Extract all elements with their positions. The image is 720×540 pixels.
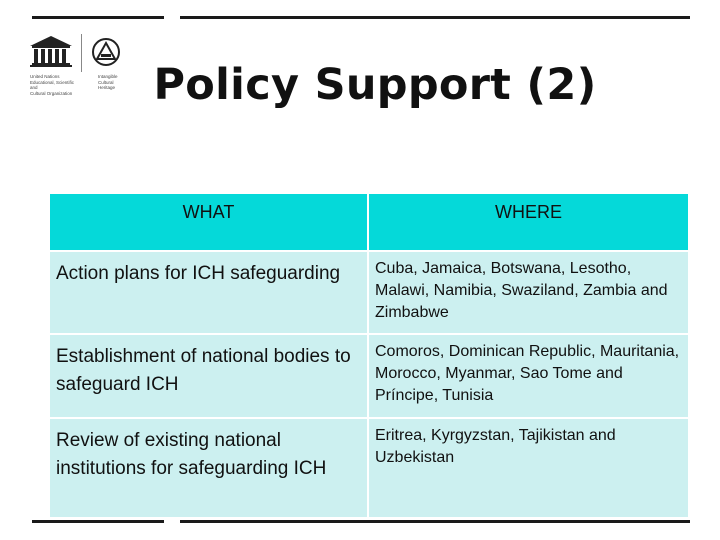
- table-row: [50, 335, 688, 417]
- top-rule-left: [32, 16, 164, 19]
- policy-table: [50, 192, 690, 519]
- page-title: Policy Support (2): [153, 60, 597, 110]
- table-header-row: [50, 194, 688, 250]
- cell-what: Review of existing national institutions for safeguarding ICH: [50, 419, 367, 517]
- top-rule-right: [180, 16, 690, 19]
- cell-what: Establishment of national bodies to safeguard ICH: [50, 335, 367, 417]
- header-where: WHERE: [369, 194, 688, 250]
- cell-what: Action plans for ICH safeguarding: [50, 252, 367, 333]
- table-row: [50, 419, 688, 517]
- table-row: [50, 252, 688, 333]
- unesco-logo-text: United Nations Educational, Scientific and Cultural Organization: [30, 74, 75, 96]
- cell-where: Cuba, Jamaica, Botswana, Lesotho, Malawi, Namibia, Swaziland, Zambia and Zimbabwe: [369, 252, 688, 333]
- bottom-rule-left: [32, 520, 164, 523]
- ich-logo-text: Intangible Cultural Heritage: [98, 74, 118, 90]
- cell-where: Comoros, Dominican Republic, Mauritania, Morocco, Myanmar, Sao Tome and Príncipe, Tunisia: [369, 335, 688, 417]
- bottom-rule-right: [180, 520, 690, 523]
- cell-where: Eritrea, Kyrgyzstan, Tajikistan and Uzbekistan: [369, 419, 688, 517]
- header-what: WHAT: [50, 194, 367, 250]
